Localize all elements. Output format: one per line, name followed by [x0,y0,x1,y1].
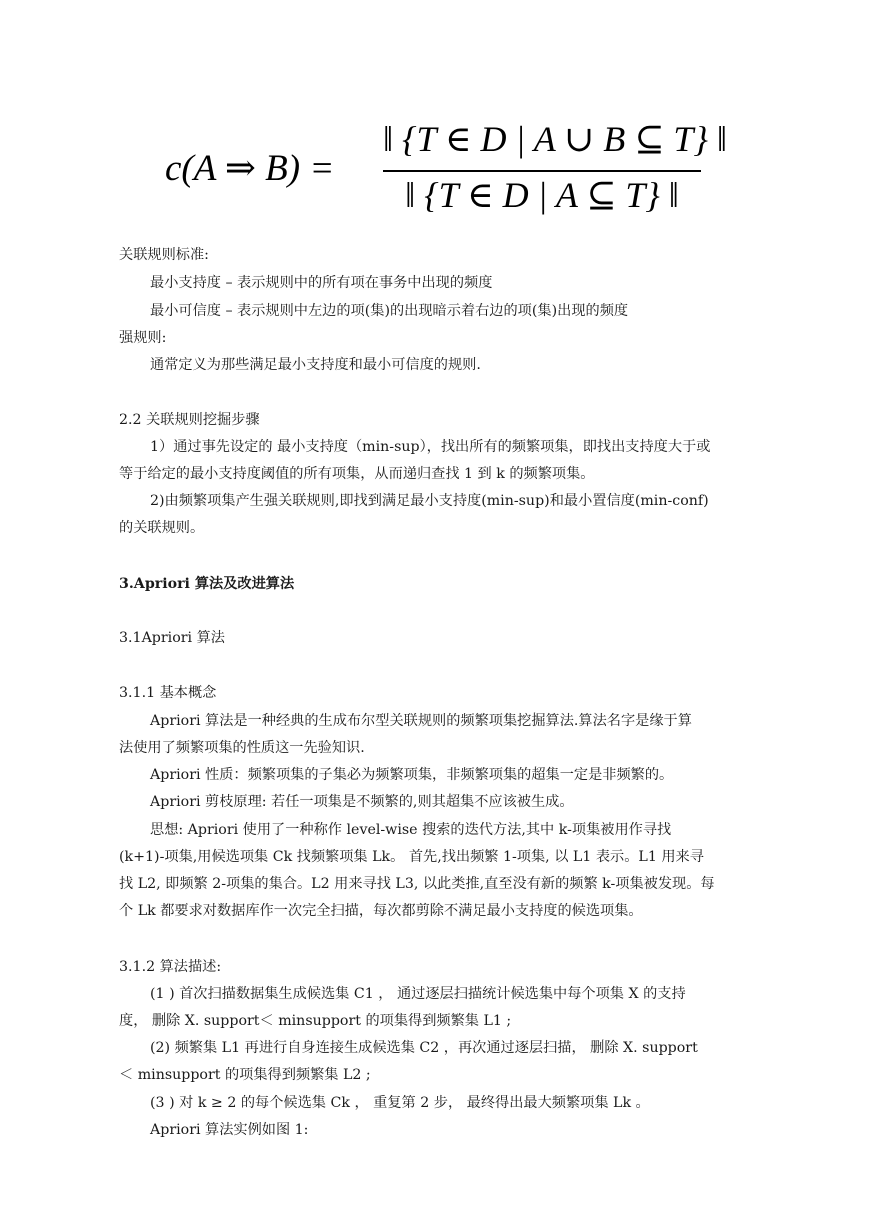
idea-line-3: 找 L2, 即频繁 2-项集的集合。L2 用来寻找 L3, 以此类推,直至没有新的频繁 k-项集被发现。每 [119,876,715,892]
formula-numerator: ‖ {T ∈ D | A ∪ B ⊆ T} ‖ [383,119,727,159]
criteria-heading: 关联规则标准: [119,247,209,263]
algo-step-2-line-1: (2) 频繁集 L1 再进行自身连接生成候选集 C2 ，再次通过逐层扫描， 删除 X. support [150,1040,698,1056]
formula-denominator: ‖ {T ∈ D | A ⊆ T} ‖ [405,175,679,215]
strong-rule-heading: 强规则: [119,330,167,346]
section-3-1-2-title: 3.1.2 算法描述: [119,959,222,975]
section-2-2-title: 2.2 关联规则挖掘步骤 [119,412,260,428]
algo-step-3: (3 ) 对 k ≥ 2 的每个候选集 Ck ， 重复第 2 步， 最终得出最大频繁项集 Lk 。 [150,1095,650,1111]
step-1-line-2: 等于给定的最小支持度阈值的所有项集，从而递归查找 1 到 k 的频繁项集。 [119,466,595,482]
concept-p1-line-2: 法使用了频繁项集的性质这一先验知识. [119,740,365,756]
min-support-text: 最小支持度 – 表示规则中的所有项在事务中出现的频度 [150,275,493,291]
min-confidence-text: 最小可信度 – 表示规则中左边的项(集)的出现暗示着右边的项(集)出现的频度 [150,303,629,319]
step-1-line-1: 1）通过事先设定的 最小支持度（min-sup），找出所有的频繁项集，即找出支持度大于或 [150,439,711,455]
idea-line-1: 思想: Apriori 使用了一种称作 level-wise 搜索的迭代方法,其中 k-项集被用作寻找 [150,822,672,838]
strong-rule-definition: 通常定义为那些满足最小支持度和最小可信度的规则. [150,357,481,373]
algo-step-2-line-2: ＜ minsupport 的项集得到频繁集 L2 ; [119,1067,371,1083]
concept-p1-line-1: Apriori 算法是一种经典的生成布尔型关联规则的频繁项集挖掘算法.算法名字是缘于算 [150,713,692,729]
apriori-property: Apriori 性质：频繁项集的子集必为频繁项集，非频繁项集的超集一定是非频繁的。 [150,767,674,783]
step-2-line-1: 2)由频繁项集产生强关联规则,即找到满足最小支持度(min-sup)和最小置信度(min-conf) [150,493,709,509]
confidence-formula [165,118,725,228]
idea-line-2: (k+1)-项集,用候选项集 Ck 找频繁项集 Lk。 首先,找出频繁 1-项集, 以 L1 表示。L1 用来寻 [119,849,704,865]
formula-lhs: c(A ⇒ B) = [165,148,335,189]
fraction-bar [383,170,701,172]
algo-step-1-line-2: 度， 删除 X. support＜ minsupport 的项集得到频繁集 L1 ; [119,1013,512,1029]
step-2-line-2: 的关联规则。 [119,520,205,536]
section-3-title: 3.Apriori 算法及改进算法 [119,576,295,592]
algo-step-1-line-1: (1 ) 首次扫描数据集生成候选集 C1 ， 通过逐层扫描统计候选集中每个项集 X 的支持 [150,986,686,1002]
example-caption: Apriori 算法实例如图 1: [150,1122,309,1138]
pruning-principle: Apriori 剪枝原理: 若任一项集是不频繁的,则其超集不应该被生成。 [150,794,574,810]
idea-line-4: 个 Lk 都要求对数据库作一次完全扫描，每次都剪除不满足最小支持度的候选项集。 [119,903,643,919]
section-3-1-title: 3.1Apriori 算法 [119,630,225,646]
section-3-1-1-title: 3.1.1 基本概念 [119,685,217,701]
